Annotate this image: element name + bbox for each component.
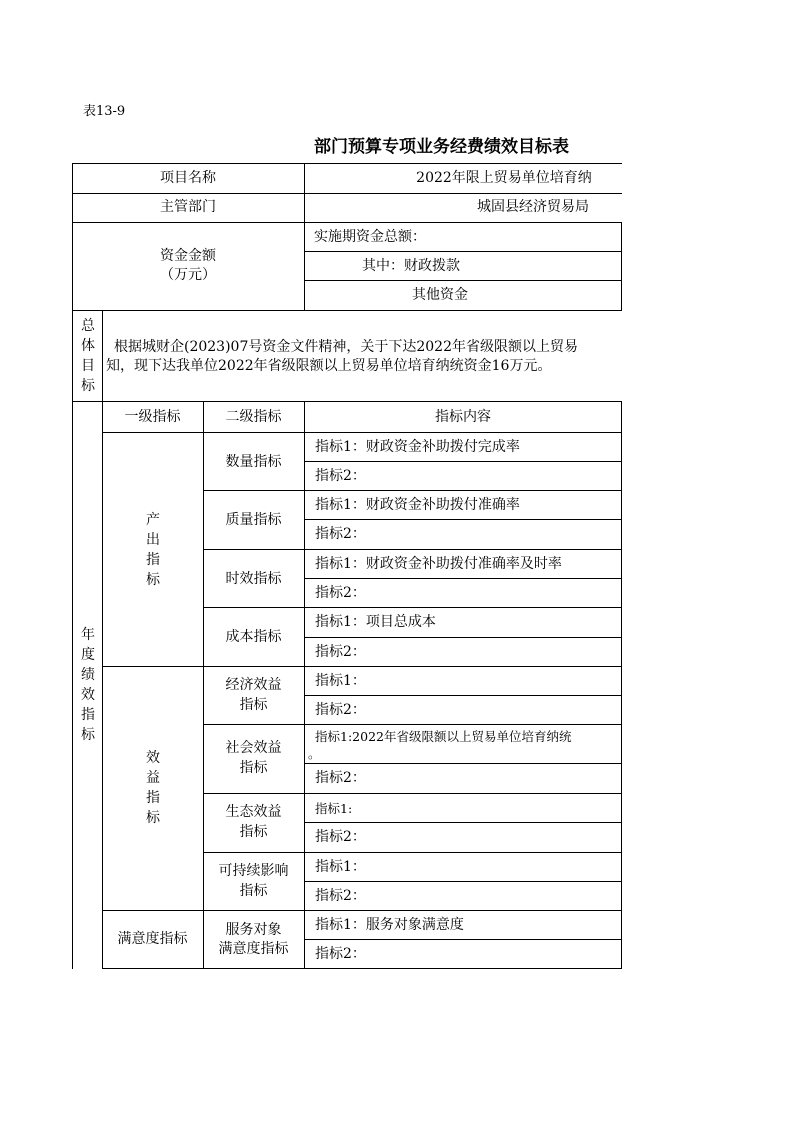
output-row-name: 成本指标 [225, 629, 282, 645]
output-row-name: 时效指标 [225, 571, 282, 587]
benefit-row-indicator1-cont: 。 [308, 746, 321, 761]
annual-indicator-label: 年 度 绩 效 指 标 [81, 627, 95, 743]
benefit-row-indicator2: 指标2： [315, 770, 366, 786]
fund-total-label: 实施期资金总额： [314, 229, 426, 245]
overall-goal-text-line2: 知，现下达我单位2022年省级限额以上贸易单位培育纳统资金16万元。 [106, 358, 552, 374]
output-row-indicator1: 指标1：财政资金补助拨付准确率 [315, 497, 520, 513]
col-header-content: 指标内容 [435, 409, 491, 425]
output-row-name: 数量指标 [225, 454, 282, 470]
output-row-indicator2: 指标2： [315, 468, 366, 484]
benefit-row-indicator1: 指标1: [315, 801, 353, 816]
fund-other-label: 其他资金 [412, 287, 468, 303]
satisfaction-indicator-label: 满意度指标 [117, 931, 188, 947]
output-row-indicator1: 指标1：财政资金补助拨付完成率 [315, 439, 520, 455]
benefit-row-indicator1: 指标1： [315, 673, 366, 689]
overall-goal-label: 总 体 目 标 [81, 318, 95, 394]
project-name-value: 2022年限上贸易单位培育纳 [416, 170, 592, 186]
benefit-row-indicator1: 指标1： [315, 859, 366, 875]
output-row-indicator1: 指标1：项目总成本 [315, 614, 436, 630]
fund-label-line2: （万元） [160, 267, 216, 283]
dept-value: 城固县经济贸易局 [477, 199, 589, 215]
fund-fiscal-label: 其中：财政拨款 [362, 258, 460, 274]
page-title: 部门预算专项业务经费绩效目标表 [314, 137, 569, 157]
satisfaction-row-indicator2: 指标2： [315, 946, 366, 962]
output-row-indicator2: 指标2： [315, 585, 366, 601]
benefit-row-indicator2: 指标2： [315, 702, 366, 718]
output-row-indicator1: 指标1：财政资金补助拨付准确率及时率 [315, 556, 562, 572]
benefit-row-name: 可持续影响 [218, 863, 289, 879]
satisfaction-row-name: 服务对象 [225, 922, 282, 938]
col-header-level1: 一级指标 [124, 409, 181, 425]
performance-table [72, 163, 622, 969]
benefit-row-name: 指标 [239, 824, 268, 840]
benefit-row-name: 生态效益 [225, 804, 282, 820]
benefit-row-name: 经济效益 [225, 677, 282, 693]
benefit-row-indicator2: 指标2： [315, 888, 366, 904]
benefit-row-indicator1: 指标1:2022年省级限额以上贸易单位培育纳统 [315, 729, 572, 744]
benefit-row-name: 指标 [239, 697, 268, 713]
dept-label: 主管部门 [160, 199, 216, 215]
benefit-row-name: 指标 [239, 883, 268, 899]
benefit-row-name: 指标 [239, 760, 268, 776]
benefit-indicator-label: 效 益 指 标 [146, 750, 160, 826]
col-header-level2: 二级指标 [225, 409, 282, 425]
output-row-indicator2: 指标2： [315, 644, 366, 660]
benefit-row-name: 社会效益 [225, 740, 282, 756]
fund-label-line1: 资金金额 [160, 248, 216, 264]
output-indicator-label: 产 出 指 标 [146, 512, 160, 588]
satisfaction-row-indicator1: 指标1：服务对象满意度 [315, 917, 464, 933]
overall-goal-text-line1: 根据城财企(2023)07号资金文件精神，关于下达2022年省级限额以上贸易 [114, 339, 578, 355]
output-row-indicator2: 指标2： [315, 526, 366, 542]
satisfaction-row-name: 满意度指标 [218, 941, 289, 957]
table-code: 表13-9 [83, 104, 126, 119]
output-row-name: 质量指标 [225, 512, 282, 528]
project-name-label: 项目名称 [160, 170, 216, 186]
benefit-row-indicator2: 指标2： [315, 829, 366, 845]
